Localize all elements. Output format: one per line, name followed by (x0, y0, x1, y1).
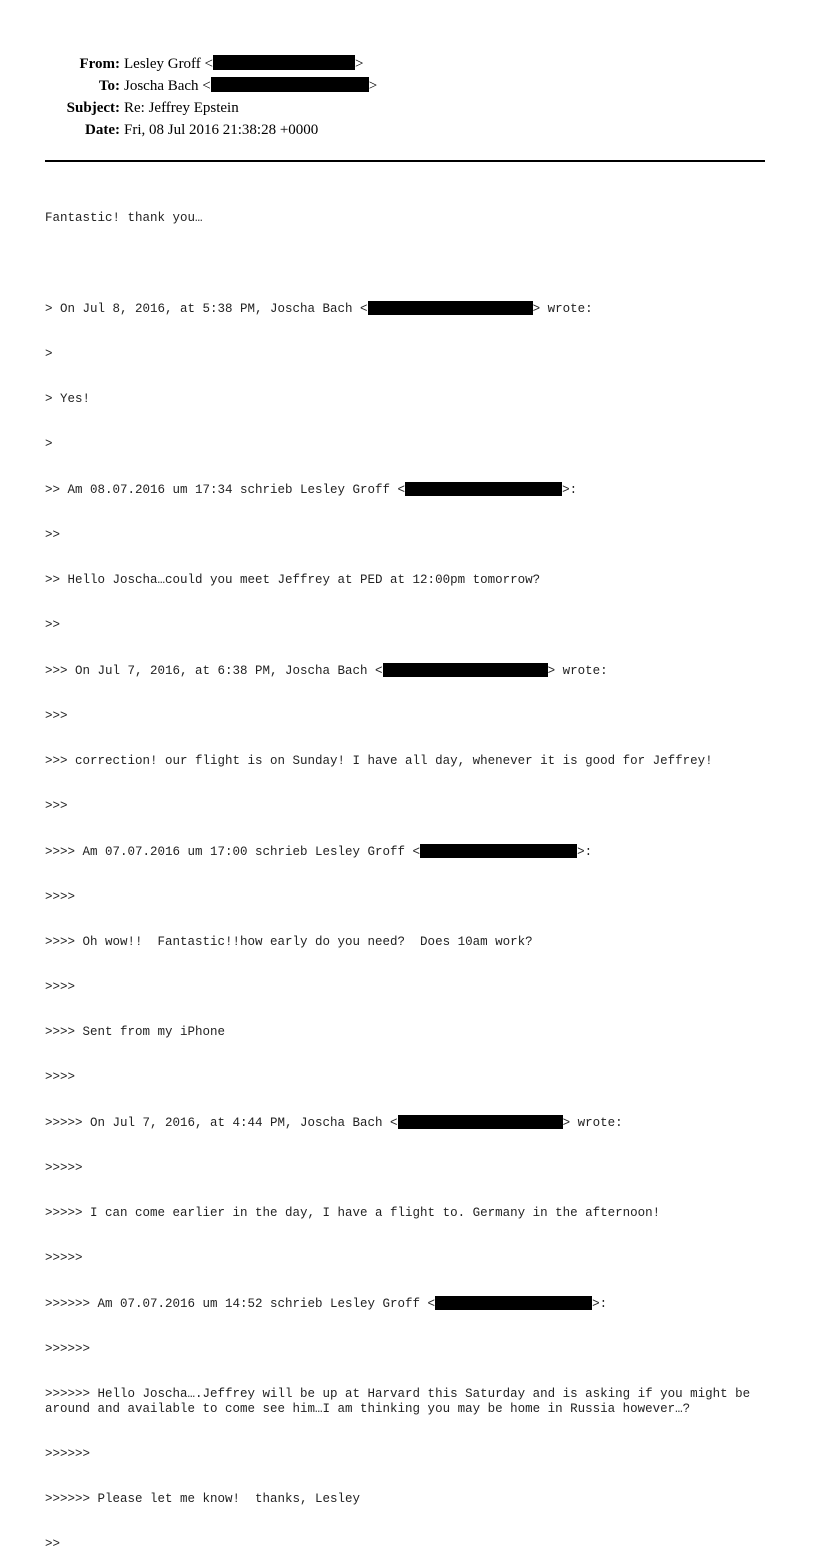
date-label: Date: (85, 122, 120, 138)
quote-line: >>> (45, 799, 68, 813)
from-row: From: Lesley Groff < > (0, 53, 816, 75)
to-value: Joscha Bach < (124, 78, 211, 94)
from-value: Lesley Groff < (124, 56, 213, 72)
quote-header-line: >>> On Jul 7, 2016, at 6:38 PM, Joscha Bach < > wrote: (45, 664, 608, 678)
email-body (45, 181, 770, 1567)
quote-line: > (45, 437, 53, 451)
quote-line: >>>>> (45, 1251, 83, 1265)
quote-line: >> (45, 1537, 61, 1551)
quote-line: >>>>> (45, 1161, 83, 1175)
quote-header-line: >>>>>> Am 07.07.2016 um 14:52 schrieb Lesley Groff < >: (45, 1297, 608, 1311)
quote-line: >> (45, 528, 61, 542)
subject-value: Re: Jeffrey Epstein (124, 100, 239, 116)
redaction-bar (398, 1115, 563, 1129)
redaction-bar (435, 1296, 592, 1310)
from-label: From: (79, 56, 120, 72)
redaction-bar (211, 77, 369, 92)
quote-line: >>>> Sent from my iPhone (45, 1025, 226, 1039)
quote-line: >>>> (45, 980, 76, 994)
quote-header-line: >>>> Am 07.07.2016 um 17:00 schrieb Lesley Groff < >: (45, 845, 593, 859)
to-label: To: (98, 78, 120, 94)
date-row (0, 119, 816, 141)
quote-line: >>>>> I can come earlier in the day, I have a flight to. Germany in the afternoon! (45, 1206, 661, 1220)
quote-header-line: >>>>> On Jul 7, 2016, at 4:44 PM, Joscha Bach < > wrote: (45, 1116, 623, 1130)
quote-line: >>>>>> Please let me know! thanks, Lesley (45, 1492, 361, 1506)
body-line: Fantastic! thank you… (45, 211, 203, 225)
date-value: Fri, 08 Jul 2016 21:38:28 +0000 (124, 122, 319, 138)
redaction-bar (420, 844, 577, 858)
redaction-bar (368, 301, 533, 315)
quote-line: > (45, 347, 53, 361)
redaction-bar (405, 482, 562, 496)
email-header (0, 53, 816, 141)
quote-line: >> (45, 618, 61, 632)
quote-line: >>>>>> (45, 1447, 91, 1461)
quote-line: >>>> (45, 890, 76, 904)
redaction-bar (383, 663, 548, 677)
quote-line: >>>> Oh wow!! Fantastic!!how early do you need? Does 10am work? (45, 935, 533, 949)
quote-line: >>>> (45, 1070, 76, 1084)
subject-row (0, 97, 816, 119)
quote-line: > Yes! (45, 392, 91, 406)
quote-header-line: > On Jul 8, 2016, at 5:38 PM, Joscha Bach < > wrote: (45, 302, 593, 316)
quote-line: >> Hello Joscha…could you meet Jeffrey at PED at 12:00pm tomorrow? (45, 573, 541, 587)
to-row: To: Joscha Bach < > (0, 75, 816, 97)
quote-line: >>>>>> (45, 1342, 91, 1356)
redaction-bar (213, 55, 355, 70)
quote-line: >>> correction! our flight is on Sunday! I have all day, whenever it is good for Jeffrey! (45, 754, 713, 768)
quote-header-line: >> Am 08.07.2016 um 17:34 schrieb Lesley Groff < >: (45, 483, 578, 497)
subject-label: Subject: (66, 100, 120, 116)
quote-line: >>> (45, 709, 68, 723)
header-divider (45, 160, 765, 162)
quote-line: >>>>>> Hello Joscha….Jeffrey will be up at Harvard this Saturday and is asking if you might be around and available to come see him…I am thinking you may be home in Russia however…? (45, 1387, 758, 1416)
